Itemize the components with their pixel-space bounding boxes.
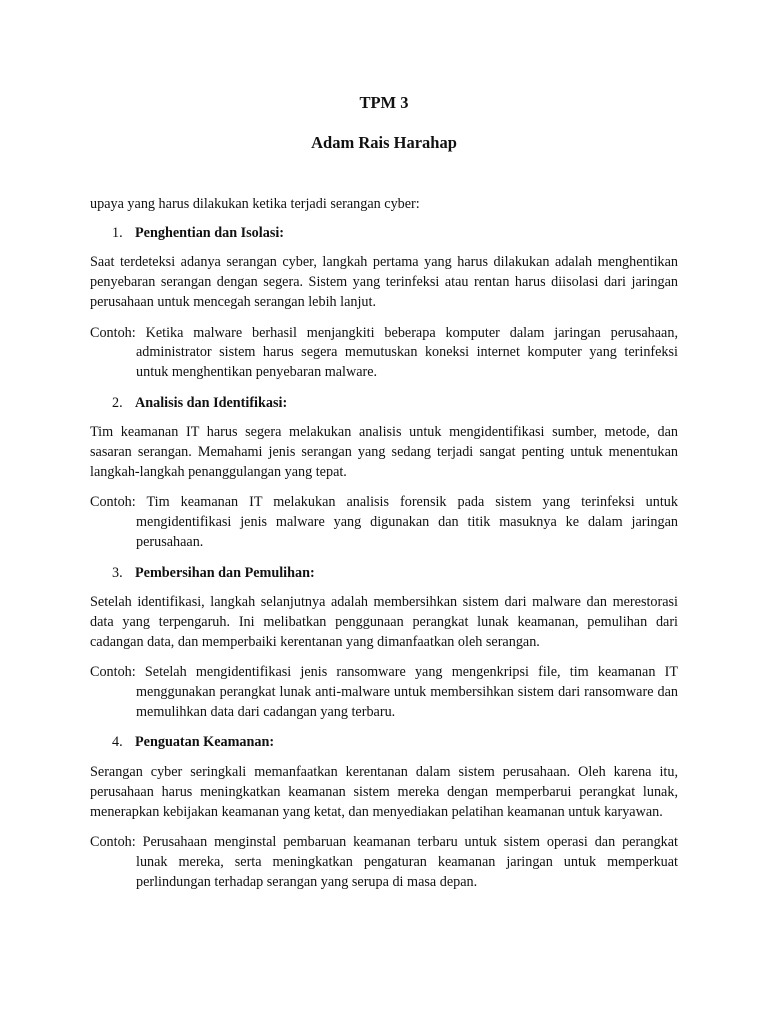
section-heading — [112, 394, 678, 414]
section-number: 1. — [112, 224, 123, 241]
section-paragraph: Serangan cyber seringkali memanfaatkan kerentanan dalam sistem perusahaan. Oleh karena itu, perusahaan harus meningkatkan keamanan sistem mereka dengan memperbarui perangkat lunak, menerapkan kebijakan keamanan yang ketat, dan menyediakan pelatihan keamanan untuk karyawan. — [90, 764, 678, 820]
section-heading-text: Analisis dan Identifikasi: — [135, 394, 288, 411]
section-heading — [112, 224, 678, 244]
section-paragraph: Tim keamanan IT harus segera melakukan analisis untuk mengidentifikasi sumber, metode, dan sasaran serangan. Memahami jenis serangan yang sedang terjadi sangat penting untuk menentukan langkah-langkah penanggulangan yang tepat. — [90, 424, 678, 480]
section-example: Contoh: Setelah mengidentifikasi jenis ransomware yang mengenkripsi file, tim keamanan IT menggunakan perangkat lunak anti-malware untuk membersihkan sistem dari ransomware dan memulihkan data dari cadangan yang terbaru. — [90, 664, 678, 720]
section-heading-text: Penghentian dan Isolasi: — [135, 224, 285, 241]
section-paragraph: Saat terdeteksi adanya serangan cyber, langkah pertama yang harus dilakukan adalah menghentikan penyebaran serangan dengan segera. Sistem yang terinfeksi atau rentan harus diisolasi dari jaringan perusahaan untuk mencegah serangan lebih lanjut. — [90, 254, 678, 310]
section-example: Contoh: Ketika malware berhasil menjangkiti beberapa komputer dalam jaringan perusahaan, administrator sistem harus segera memutuskan koneksi internet komputer yang terinfeksi untuk menghentikan penyebaran malware. — [90, 324, 678, 380]
author-name: Adam Rais Harahap — [311, 133, 457, 152]
section-number: 2. — [112, 394, 123, 411]
intro-text: upaya yang harus dilakukan ketika terjadi serangan cyber: — [90, 196, 420, 212]
section-heading-text: Pembersihan dan Pemulihan: — [135, 564, 315, 581]
section-number: 4. — [112, 734, 123, 751]
section-heading — [112, 564, 678, 584]
section-heading-text: Penguatan Keamanan: — [135, 734, 275, 751]
document-title: TPM 3 — [359, 93, 409, 112]
section-example: Contoh: Perusahaan menginstal pembaruan keamanan terbaru untuk sistem operasi dan perangkat lunak mereka, serta meningkatkan pengaturan keamanan jaringan untuk memperkuat perlindungan terhadap serangan yang serupa di masa depan. — [90, 834, 678, 890]
section-paragraph: Setelah identifikasi, langkah selanjutnya adalah membersihkan sistem dari malware dan merestorasi data yang terpengaruh. Ini melibatkan penggunaan perangkat lunak keamanan, pemulihan dari cadangan data, dan memperbaiki kerentanan yang dimanfaatkan oleh serangan. — [90, 594, 678, 650]
section-example: Contoh: Tim keamanan IT melakukan analisis forensik pada sistem yang terinfeksi untuk mengidentifikasi jenis malware yang digunakan dan titik masuknya ke dalam jaringan perusahaan. — [90, 494, 678, 550]
section-number: 3. — [112, 564, 123, 581]
section-heading — [112, 733, 678, 753]
